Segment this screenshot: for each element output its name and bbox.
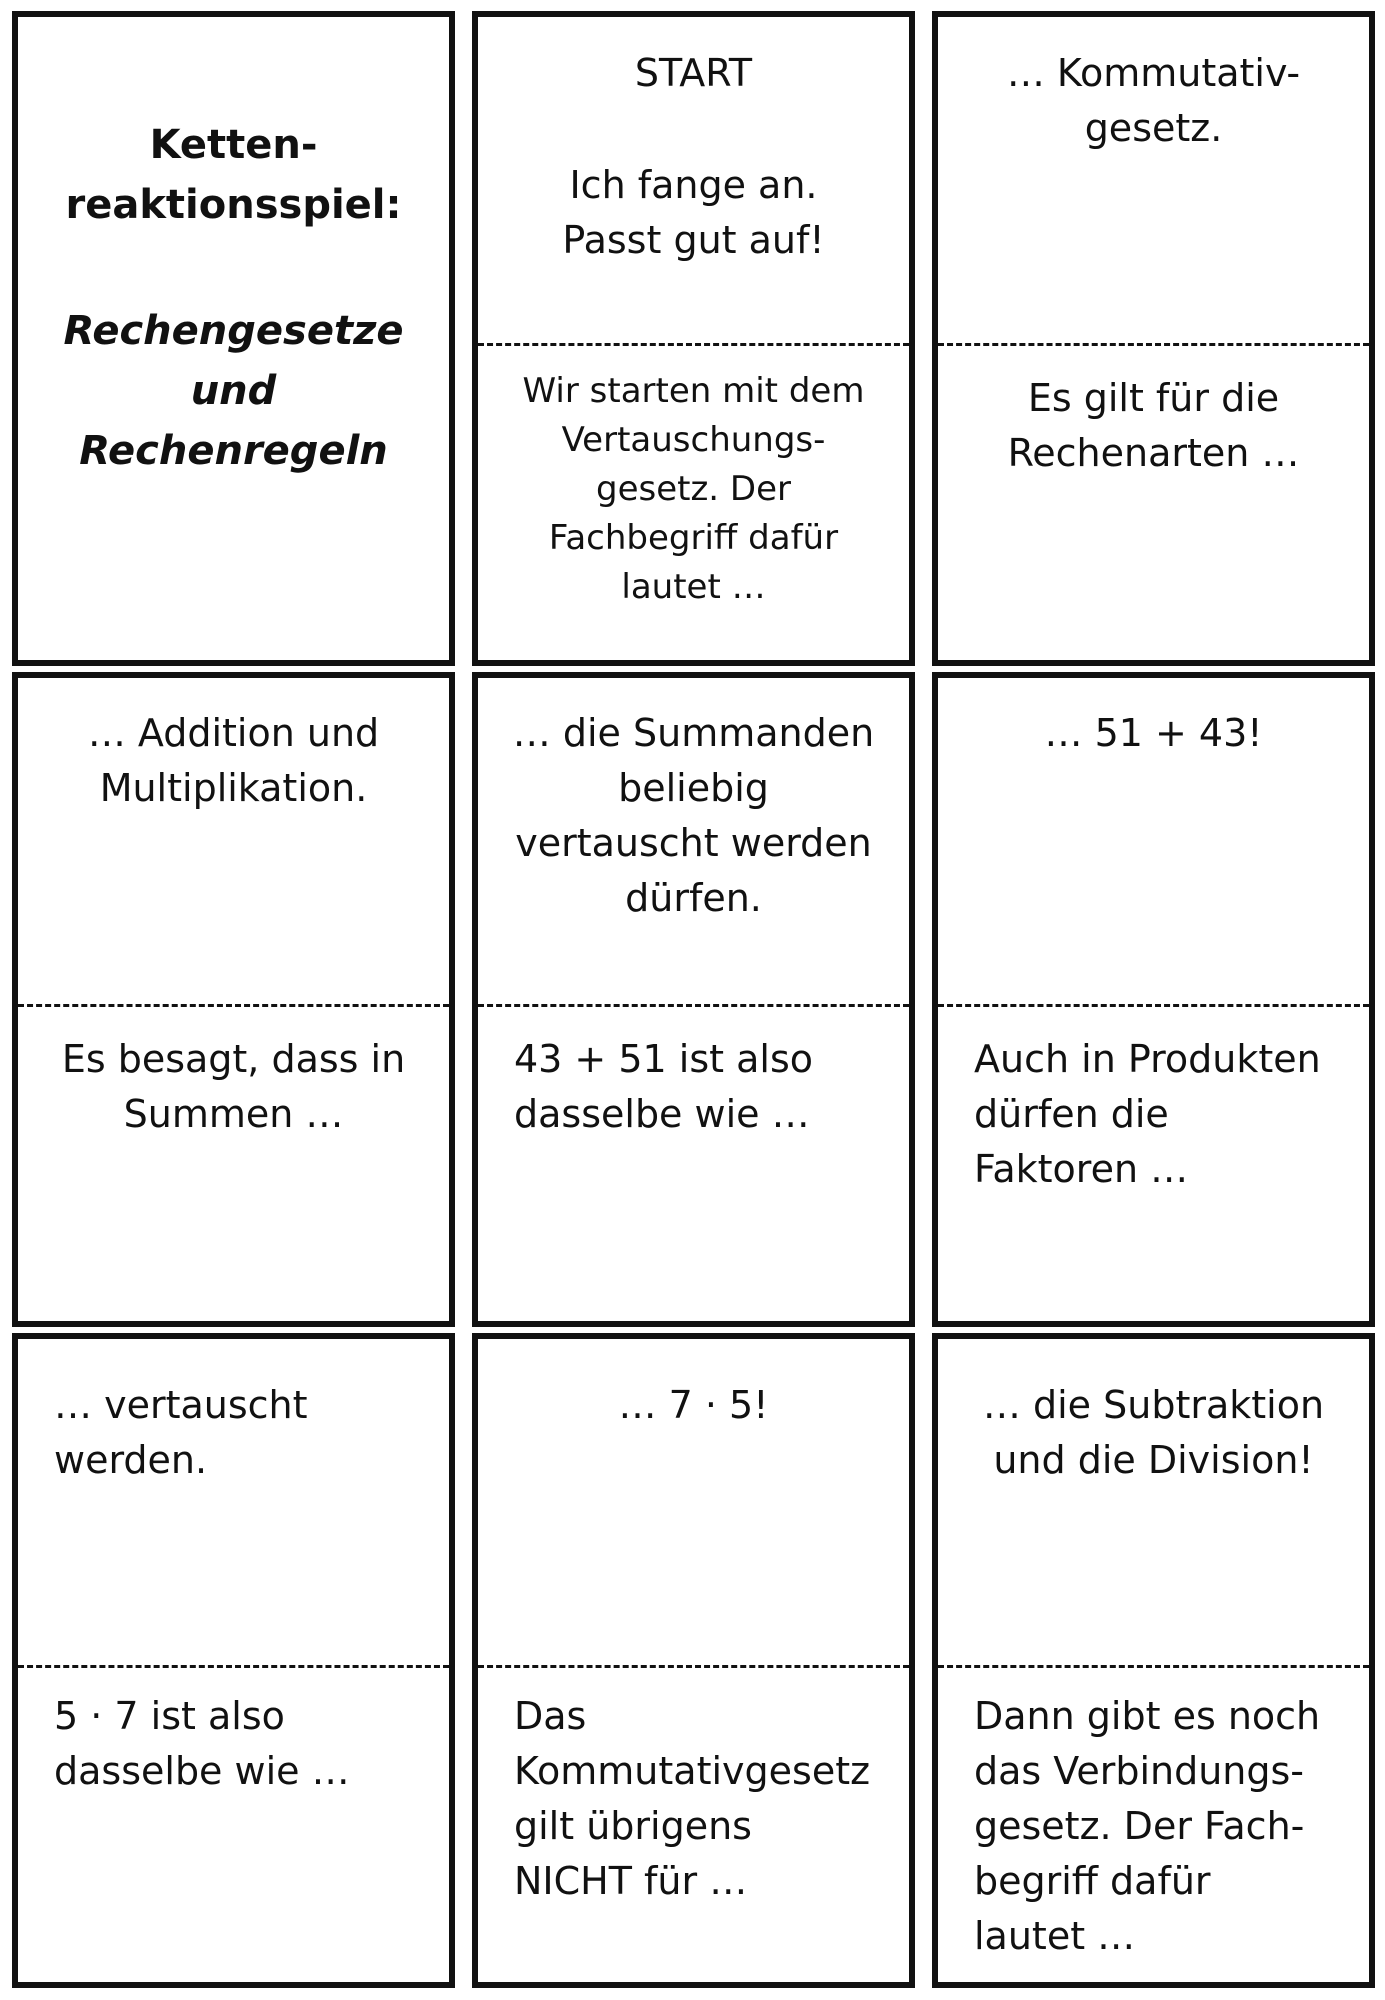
card-bottom-half [478,1669,909,1982]
cut-line [478,1665,909,1668]
card-3 [932,11,1375,666]
card-8 [472,1333,915,1988]
card-bottom-text: Wir starten mit dem Vertauschungs- gesetz. Der Fachbegriff dafür lautet … [522,371,865,607]
card-top-half [478,1339,909,1665]
card-bottom-text: 43 + 51 ist also dasselbe wie … [514,1037,814,1136]
card-start [472,11,915,666]
cut-line [938,1004,1369,1007]
card-top-half [18,1339,449,1665]
card-top-text: … Addition und Multiplikation. [87,711,380,810]
card-title [12,11,455,666]
card-7 [12,1333,455,1988]
card-top-text: … die Subtraktion und die Division! [982,1383,1325,1482]
title-subheading: Rechengesetze und Rechenregeln [63,308,404,474]
card-bottom-text: Es gilt für die Rechenarten … [1007,376,1300,475]
card-top-text: Ich fange an. Passt gut auf! [562,163,825,262]
start-label: START [634,51,753,95]
card-bottom-text: Es besagt, dass in Summen … [61,1037,406,1136]
card-bottom-half [478,347,909,660]
cut-line [938,1665,1369,1668]
card-bottom-text: Das Kommutativgesetz gilt übrigens NICHT für … [514,1694,871,1903]
card-top-half [938,678,1369,1004]
card-top-text: … 51 + 43! [1044,711,1263,755]
cut-line [478,1004,909,1007]
cut-line [18,1665,449,1668]
card-top-text: … die Summanden beliebig vertauscht werden dürfen. [512,711,875,920]
card-top-text: … 7 · 5! [618,1383,769,1427]
card-top-text: … vertauscht werden. [54,1383,308,1482]
card-bottom-half [938,1008,1369,1321]
card-4 [12,672,455,1327]
title-heading: Ketten- reaktionsspiel: [65,122,402,228]
card-bottom-half [938,347,1369,660]
card-top-half [938,1339,1369,1665]
card-top-text: … Kommutativ- gesetz. [1006,51,1301,150]
card-top-half [18,678,449,1004]
card-top-half [478,17,909,343]
card-5 [472,672,915,1327]
card-bottom-half [938,1669,1369,1982]
card-bottom-half [18,1008,449,1321]
card-bottom-text: Dann gibt es noch das Verbindungs- gesetz. Der Fach- begriff dafür lautet … [974,1694,1321,1958]
card-top-half [478,678,909,1004]
card-9 [932,1333,1375,1988]
card-bottom-text: Auch in Produkten dürfen die Faktoren … [974,1037,1321,1191]
card-6 [932,672,1375,1327]
card-bottom-half [18,1669,449,1982]
cut-line [938,343,1369,346]
card-top-half [938,17,1369,343]
cut-line [478,343,909,346]
card-bottom-half [478,1008,909,1321]
cut-line [18,1004,449,1007]
card-bottom-text: 5 · 7 ist also dasselbe wie … [54,1694,350,1793]
